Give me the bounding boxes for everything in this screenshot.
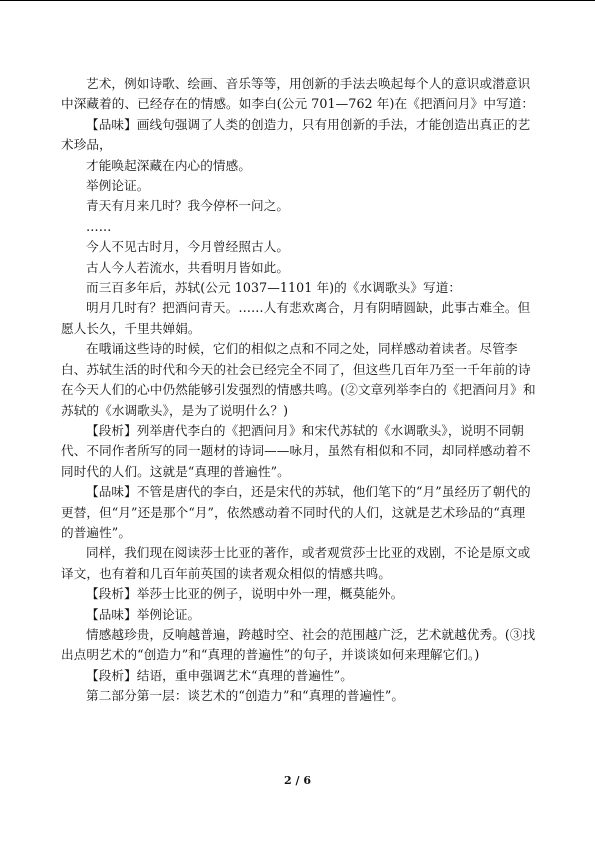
paragraph: 【品味】不管是唐代的李白，还是宋代的苏轼，他们笔下的“月”虽经历了朝代的更替，但“月”还是那个“月”，依然感动着不同时代的人们，这就是艺术珍品的“真理的普遍性”。: [61, 484, 531, 540]
paragraph: 古人今人若流水，共看明月皆如此。: [86, 259, 290, 275]
paragraph: 艺术，例如诗歌、绘画、音乐等等，用创新的手法去唤起每个人的意识或潜意识中深藏着的、已经存在的情感。如李白(公元 701—762 年)在《把酒问月》中写道：: [61, 76, 535, 112]
paragraph: 青天有月来几时？我今停杯一问之。: [86, 198, 290, 214]
paragraph: 【段析】结语，重申强调艺术“真理的普遍性”。: [86, 667, 353, 683]
paragraph: ……: [86, 218, 112, 234]
paragraph: 而三百多年后，苏轼(公元 1037—1101 年)的《水调歌头》写道：: [86, 280, 462, 296]
paragraph: 才能唤起深藏在内心的情感。: [86, 157, 252, 173]
paragraph: 明月几时有？把酒问青天。……人有悲欢离合，月有阴晴圆缺，此事古难全。但愿人长久，千里共婵娟。: [61, 300, 531, 336]
paragraph: 【品味】举例论证。: [86, 606, 201, 622]
paragraph: 【段析】举莎士比亚的例子，说明中外一理，概莫能外。: [86, 586, 404, 602]
paragraph: 举例论证。: [86, 178, 150, 194]
paragraph: 【品味】画线句强调了人类的创造力，只有用创新的手法，才能创造出真正的艺术珍品，: [61, 116, 531, 153]
paragraph: 同样，我们现在阅读莎士比亚的著作，或者观赏莎士比亚的戏剧，不论是原文或译文，也有着和几百年前英国的读者观众相似的情感共鸣。: [61, 545, 531, 581]
document-body: [61, 74, 537, 707]
paragraph: 情感越珍贵，反响越普遍，跨越时空、社会的范围越广泛，艺术就越优秀。(③找出点明艺术的“创造力”和“真理的普遍性”的句子，并谈谈如何来理解它们。): [61, 626, 536, 663]
paragraph: 今人不见古时月，今月曾经照古人。: [86, 239, 290, 255]
page-top-border: [0, 0, 595, 1]
paragraph: 第二部分第一层：谈艺术的“创造力”和“真理的普遍性”。: [86, 688, 405, 704]
page-number: 2 / 6: [284, 774, 311, 787]
paragraph: 【段析】列举唐代李白的《把酒问月》和宋代苏轼的《水调歌头》，说明不同朝代、不同作者所写的同一题材的诗词——咏月，虽然有相似和不同，却同样感动着不同时代的人们。这就是“真理的普遍性”。: [61, 422, 531, 479]
paragraph: 在哦诵这些诗的时候，它们的相似之点和不同之处，同样感动着读者。尽管李白、苏轼生活的时代和今天的社会已经完全不同了，但这些几百年乃至一千年前的诗在今天人们的心中仍然能够引发强烈的情感共鸣。(②文章列举李白的《把酒问月》和苏轼的《水调歌头》，是为了说明什么？): [61, 341, 536, 418]
